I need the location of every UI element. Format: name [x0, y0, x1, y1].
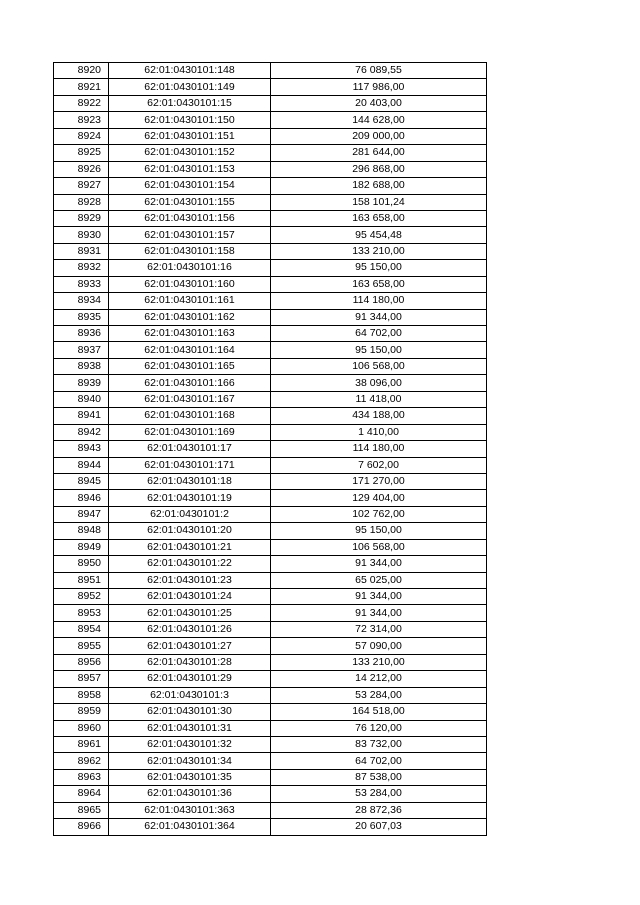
row-number-cell: 8940	[54, 391, 109, 407]
table-row	[54, 539, 487, 555]
cadastral-number-cell: 62:01:0430101:32	[109, 736, 271, 752]
row-number-cell: 8930	[54, 227, 109, 243]
table-row	[54, 523, 487, 539]
cadastral-value-cell: 87 538,00	[271, 769, 487, 785]
cadastral-number-cell: 62:01:0430101:16	[109, 260, 271, 276]
cadastral-number-cell: 62:01:0430101:149	[109, 79, 271, 95]
table-row	[54, 63, 487, 79]
table-row	[54, 424, 487, 440]
cadastral-number-cell: 62:01:0430101:153	[109, 161, 271, 177]
cadastral-value-cell: 114 180,00	[271, 441, 487, 457]
cadastral-number-cell: 62:01:0430101:167	[109, 391, 271, 407]
row-number-cell: 8944	[54, 457, 109, 473]
table-row	[54, 720, 487, 736]
cadastral-value-cell: 64 702,00	[271, 753, 487, 769]
table-row	[54, 178, 487, 194]
cadastral-value-cell: 434 188,00	[271, 408, 487, 424]
cadastral-number-cell: 62:01:0430101:19	[109, 490, 271, 506]
cadastral-number-cell: 62:01:0430101:26	[109, 621, 271, 637]
row-number-cell: 8928	[54, 194, 109, 210]
cadastral-value-cell: 7 602,00	[271, 457, 487, 473]
row-number-cell: 8955	[54, 638, 109, 654]
row-number-cell: 8923	[54, 112, 109, 128]
table-row	[54, 786, 487, 802]
row-number-cell: 8953	[54, 605, 109, 621]
table-row	[54, 210, 487, 226]
table-row	[54, 326, 487, 342]
row-number-cell: 8966	[54, 819, 109, 835]
cadastral-value-cell: 114 180,00	[271, 293, 487, 309]
cadastral-number-cell: 62:01:0430101:35	[109, 769, 271, 785]
row-number-cell: 8961	[54, 736, 109, 752]
cadastral-number-cell: 62:01:0430101:154	[109, 178, 271, 194]
cadastral-number-cell: 62:01:0430101:34	[109, 753, 271, 769]
row-number-cell: 8929	[54, 210, 109, 226]
cadastral-value-cell: 133 210,00	[271, 243, 487, 259]
row-number-cell: 8931	[54, 243, 109, 259]
table-row	[54, 589, 487, 605]
row-number-cell: 8943	[54, 441, 109, 457]
cadastral-number-cell: 62:01:0430101:23	[109, 572, 271, 588]
cadastral-value-cell: 14 212,00	[271, 671, 487, 687]
cadastral-value-cell: 171 270,00	[271, 473, 487, 489]
cadastral-number-cell: 62:01:0430101:15	[109, 95, 271, 111]
cadastral-value-table	[53, 62, 487, 836]
cadastral-value-cell: 91 344,00	[271, 556, 487, 572]
cadastral-number-cell: 62:01:0430101:148	[109, 63, 271, 79]
table-row	[54, 457, 487, 473]
row-number-cell: 8942	[54, 424, 109, 440]
cadastral-value-cell: 106 568,00	[271, 539, 487, 555]
cadastral-value-cell: 64 702,00	[271, 326, 487, 342]
cadastral-value-cell: 72 314,00	[271, 621, 487, 637]
table-row	[54, 671, 487, 687]
row-number-cell: 8964	[54, 786, 109, 802]
cadastral-number-cell: 62:01:0430101:166	[109, 375, 271, 391]
table-row	[54, 260, 487, 276]
cadastral-number-cell: 62:01:0430101:162	[109, 309, 271, 325]
cadastral-value-cell: 95 150,00	[271, 260, 487, 276]
cadastral-value-cell: 129 404,00	[271, 490, 487, 506]
table-row	[54, 506, 487, 522]
cadastral-value-cell: 95 150,00	[271, 342, 487, 358]
row-number-cell: 8957	[54, 671, 109, 687]
table-row	[54, 161, 487, 177]
cadastral-number-cell: 62:01:0430101:165	[109, 358, 271, 374]
table-row	[54, 309, 487, 325]
cadastral-number-cell: 62:01:0430101:36	[109, 786, 271, 802]
cadastral-number-cell: 62:01:0430101:25	[109, 605, 271, 621]
cadastral-value-cell: 65 025,00	[271, 572, 487, 588]
row-number-cell: 8947	[54, 506, 109, 522]
cadastral-value-cell: 11 418,00	[271, 391, 487, 407]
table-row	[54, 391, 487, 407]
cadastral-value-cell: 117 986,00	[271, 79, 487, 95]
cadastral-value-cell: 57 090,00	[271, 638, 487, 654]
cadastral-number-cell: 62:01:0430101:150	[109, 112, 271, 128]
cadastral-value-cell: 83 732,00	[271, 736, 487, 752]
cadastral-number-cell: 62:01:0430101:29	[109, 671, 271, 687]
cadastral-value-cell: 106 568,00	[271, 358, 487, 374]
table-row	[54, 753, 487, 769]
cadastral-number-cell: 62:01:0430101:157	[109, 227, 271, 243]
cadastral-value-cell: 38 096,00	[271, 375, 487, 391]
cadastral-value-cell: 91 344,00	[271, 589, 487, 605]
cadastral-value-cell: 95 150,00	[271, 523, 487, 539]
cadastral-value-cell: 296 868,00	[271, 161, 487, 177]
cadastral-value-cell: 182 688,00	[271, 178, 487, 194]
row-number-cell: 8954	[54, 621, 109, 637]
table-row	[54, 819, 487, 835]
row-number-cell: 8920	[54, 63, 109, 79]
cadastral-number-cell: 62:01:0430101:163	[109, 326, 271, 342]
table-row	[54, 408, 487, 424]
table-row	[54, 358, 487, 374]
row-number-cell: 8932	[54, 260, 109, 276]
table-row	[54, 112, 487, 128]
row-number-cell: 8939	[54, 375, 109, 391]
cadastral-number-cell: 62:01:0430101:18	[109, 473, 271, 489]
row-number-cell: 8949	[54, 539, 109, 555]
row-number-cell: 8951	[54, 572, 109, 588]
cadastral-number-cell: 62:01:0430101:161	[109, 293, 271, 309]
row-number-cell: 8934	[54, 293, 109, 309]
cadastral-number-cell: 62:01:0430101:171	[109, 457, 271, 473]
cadastral-number-cell: 62:01:0430101:30	[109, 704, 271, 720]
row-number-cell: 8948	[54, 523, 109, 539]
cadastral-value-cell: 76 120,00	[271, 720, 487, 736]
cadastral-value-cell: 76 089,55	[271, 63, 487, 79]
table-row	[54, 638, 487, 654]
row-number-cell: 8956	[54, 654, 109, 670]
cadastral-number-cell: 62:01:0430101:155	[109, 194, 271, 210]
cadastral-value-cell: 281 644,00	[271, 145, 487, 161]
cadastral-number-cell: 62:01:0430101:21	[109, 539, 271, 555]
cadastral-value-cell: 209 000,00	[271, 128, 487, 144]
cadastral-number-cell: 62:01:0430101:169	[109, 424, 271, 440]
table-row	[54, 276, 487, 292]
table-row	[54, 621, 487, 637]
cadastral-number-cell: 62:01:0430101:28	[109, 654, 271, 670]
table-row	[54, 556, 487, 572]
cadastral-number-cell: 62:01:0430101:158	[109, 243, 271, 259]
table-row	[54, 572, 487, 588]
table-row	[54, 194, 487, 210]
table-row	[54, 473, 487, 489]
cadastral-value-cell: 102 762,00	[271, 506, 487, 522]
row-number-cell: 8927	[54, 178, 109, 194]
table-row	[54, 802, 487, 818]
cadastral-number-cell: 62:01:0430101:168	[109, 408, 271, 424]
table-row	[54, 654, 487, 670]
cadastral-value-cell: 53 284,00	[271, 786, 487, 802]
row-number-cell: 8958	[54, 687, 109, 703]
cadastral-value-cell: 28 872,36	[271, 802, 487, 818]
row-number-cell: 8952	[54, 589, 109, 605]
row-number-cell: 8946	[54, 490, 109, 506]
cadastral-value-cell: 20 403,00	[271, 95, 487, 111]
row-number-cell: 8936	[54, 326, 109, 342]
cadastral-number-cell: 62:01:0430101:24	[109, 589, 271, 605]
cadastral-value-cell: 91 344,00	[271, 309, 487, 325]
row-number-cell: 8937	[54, 342, 109, 358]
row-number-cell: 8938	[54, 358, 109, 374]
cadastral-value-cell: 164 518,00	[271, 704, 487, 720]
cadastral-value-cell: 95 454,48	[271, 227, 487, 243]
cadastral-value-cell: 163 658,00	[271, 276, 487, 292]
cadastral-number-cell: 62:01:0430101:364	[109, 819, 271, 835]
cadastral-number-cell: 62:01:0430101:20	[109, 523, 271, 539]
row-number-cell: 8933	[54, 276, 109, 292]
table-row	[54, 293, 487, 309]
cadastral-number-cell: 62:01:0430101:160	[109, 276, 271, 292]
row-number-cell: 8960	[54, 720, 109, 736]
cadastral-number-cell: 62:01:0430101:31	[109, 720, 271, 736]
cadastral-value-cell: 20 607,03	[271, 819, 487, 835]
table-row	[54, 145, 487, 161]
table-row	[54, 490, 487, 506]
table-row	[54, 79, 487, 95]
table-row	[54, 687, 487, 703]
row-number-cell: 8935	[54, 309, 109, 325]
table-row	[54, 441, 487, 457]
row-number-cell: 8921	[54, 79, 109, 95]
table-row	[54, 769, 487, 785]
cadastral-number-cell: 62:01:0430101:156	[109, 210, 271, 226]
table-row	[54, 375, 487, 391]
table-row	[54, 342, 487, 358]
cadastral-number-cell: 62:01:0430101:164	[109, 342, 271, 358]
cadastral-number-cell: 62:01:0430101:22	[109, 556, 271, 572]
row-number-cell: 8925	[54, 145, 109, 161]
cadastral-number-cell: 62:01:0430101:27	[109, 638, 271, 654]
table-row	[54, 243, 487, 259]
cadastral-value-cell: 144 628,00	[271, 112, 487, 128]
row-number-cell: 8959	[54, 704, 109, 720]
cadastral-value-cell: 158 101,24	[271, 194, 487, 210]
row-number-cell: 8962	[54, 753, 109, 769]
row-number-cell: 8963	[54, 769, 109, 785]
table-body	[54, 63, 487, 836]
row-number-cell: 8965	[54, 802, 109, 818]
row-number-cell: 8924	[54, 128, 109, 144]
row-number-cell: 8945	[54, 473, 109, 489]
table-row	[54, 95, 487, 111]
row-number-cell: 8941	[54, 408, 109, 424]
cadastral-number-cell: 62:01:0430101:2	[109, 506, 271, 522]
cadastral-number-cell: 62:01:0430101:17	[109, 441, 271, 457]
cadastral-value-cell: 91 344,00	[271, 605, 487, 621]
cadastral-number-cell: 62:01:0430101:3	[109, 687, 271, 703]
table-row	[54, 736, 487, 752]
table-row	[54, 128, 487, 144]
cadastral-value-cell: 53 284,00	[271, 687, 487, 703]
cadastral-value-cell: 133 210,00	[271, 654, 487, 670]
table-row	[54, 704, 487, 720]
row-number-cell: 8950	[54, 556, 109, 572]
cadastral-value-cell: 163 658,00	[271, 210, 487, 226]
cadastral-number-cell: 62:01:0430101:152	[109, 145, 271, 161]
cadastral-value-cell: 1 410,00	[271, 424, 487, 440]
cadastral-number-cell: 62:01:0430101:151	[109, 128, 271, 144]
table-row	[54, 605, 487, 621]
table-row	[54, 227, 487, 243]
row-number-cell: 8922	[54, 95, 109, 111]
cadastral-number-cell: 62:01:0430101:363	[109, 802, 271, 818]
row-number-cell: 8926	[54, 161, 109, 177]
